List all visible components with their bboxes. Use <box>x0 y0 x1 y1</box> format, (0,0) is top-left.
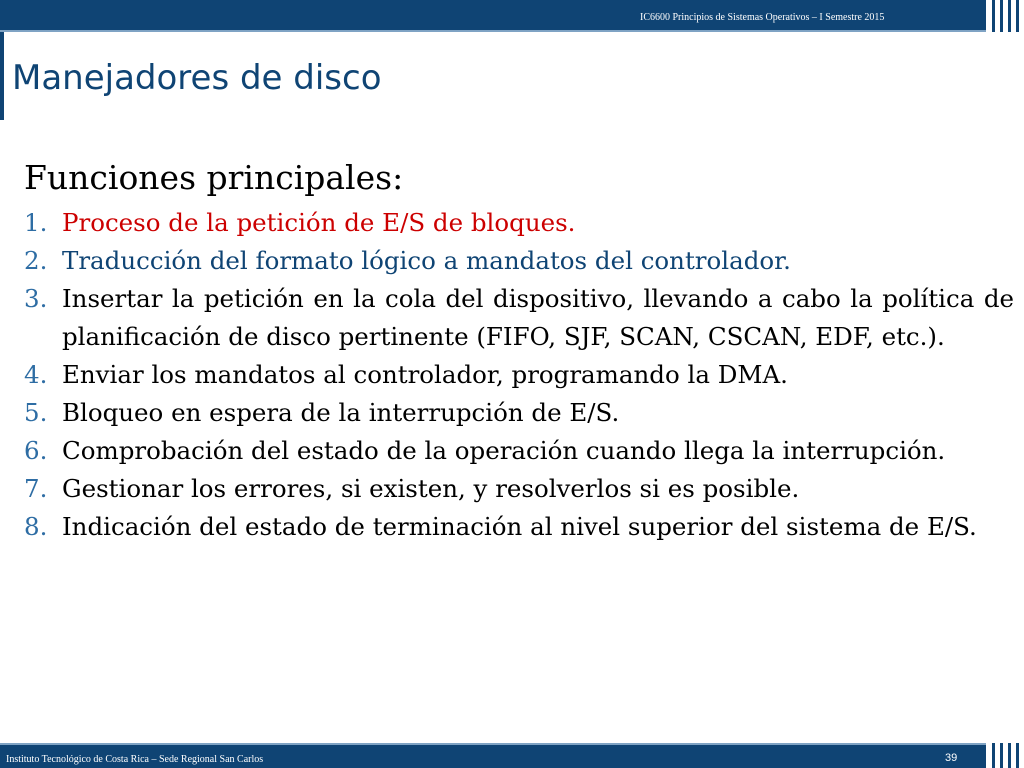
item-number: 6. <box>24 436 48 465</box>
title-accent-bar <box>0 32 4 120</box>
item-number: 8. <box>24 512 48 541</box>
item-text: Enviar los mandatos al controlador, programando la DMA. <box>62 360 788 389</box>
functions-list <box>24 204 1014 546</box>
course-header: IC6600 Principios de Sistemas Operativos – I Semestre 2015 <box>640 12 885 23</box>
list-item <box>24 470 1014 508</box>
list-item <box>24 394 1014 432</box>
header-divider <box>0 30 986 32</box>
item-number: 4. <box>24 360 48 389</box>
page-number: 39 <box>945 752 958 764</box>
list-item <box>24 432 1014 470</box>
list-item <box>24 356 1014 394</box>
header-stripes-decoration <box>986 0 1024 32</box>
item-text: Insertar la petición en la cola del dispositivo, llevando a cabo la política de planificación de disco pertinente (FIFO, SJF, SCAN, CSCAN, EDF, etc.). <box>62 284 1014 351</box>
item-text: Proceso de la petición de E/S de bloques. <box>62 208 576 237</box>
item-number: 3. <box>24 284 48 313</box>
item-text: Indicación del estado de terminación al nivel superior del sistema de E/S. <box>62 512 977 541</box>
item-number: 5. <box>24 398 48 427</box>
item-number: 1. <box>24 208 48 237</box>
item-number: 7. <box>24 474 48 503</box>
list-item <box>24 204 1014 242</box>
institution-footer: Instituto Tecnológico de Costa Rica – Sede Regional San Carlos <box>6 754 264 765</box>
list-item <box>24 508 1014 546</box>
item-text: Bloqueo en espera de la interrupción de E/S. <box>62 398 620 427</box>
list-item <box>24 242 1014 280</box>
slide-content <box>24 156 1014 546</box>
content-heading: Funciones principales: <box>24 158 404 197</box>
list-item <box>24 280 1014 356</box>
slide-title: Manejadores de disco <box>12 58 382 98</box>
item-text: Gestionar los errores, si existen, y resolverlos si es posible. <box>62 474 800 503</box>
item-text: Comprobación del estado de la operación cuando llega la interrupción. <box>62 436 946 465</box>
item-number: 2. <box>24 246 48 275</box>
footer-stripes-decoration <box>986 743 1024 768</box>
item-text: Traducción del formato lógico a mandatos del controlador. <box>62 246 791 275</box>
